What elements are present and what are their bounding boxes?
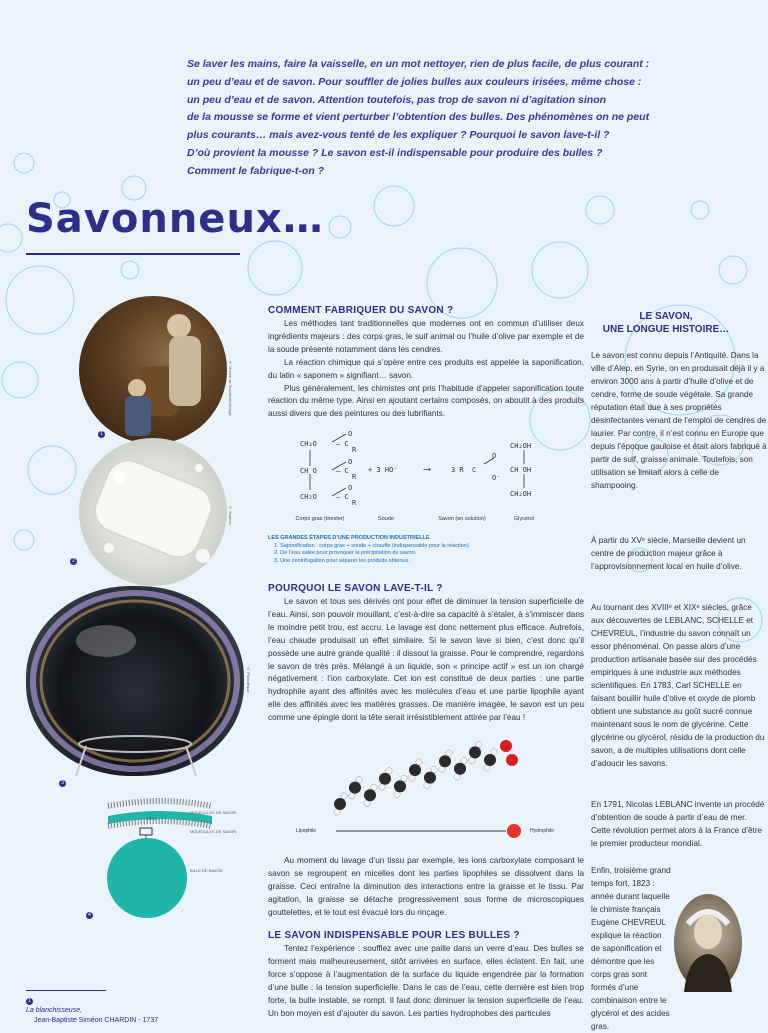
glycerol-row: CH OH — [510, 466, 532, 474]
intro-text — [187, 56, 687, 181]
history-heading-line: LE SAVON, — [639, 311, 693, 322]
intro-line: Se laver les mains, faire la vaisselle, en un mot nettoyer, rien de plus facile, de plus courant : — [187, 58, 650, 70]
paragraph: Au moment du lavage d’un tissu par exemple, les ions carboxylate composant le savon se regroupent en micelles dont les parties lipophiles se dissolvent dans la graisse. Ceci entraîne la diminution des interactions entre la graisse et le tissu. Par agitation, la graisse se détache progressivement sous forme de microscopiques gouttelettes, et le tout est évacué lors du rinçage. — [268, 856, 584, 917]
steps-title: LES GRANDES ÉTAPES D’UNE PRODUCTION INDUSTRIELLE — [268, 535, 430, 541]
carboxylate-molecule-diagram — [296, 738, 566, 848]
caption-title: La blanchisseuse, — [26, 1007, 83, 1014]
caption-number: 1 — [26, 998, 33, 1005]
micelle-label: MOLÉCULES DE SAVON — [190, 829, 237, 834]
grease-droplet-micelle — [107, 838, 187, 918]
reaction-arrow: ⟶ — [424, 464, 431, 475]
industrial-steps — [268, 535, 578, 565]
step-item: 1. Saponification : corps gras + soude + chauffe (indispensable pour la réaction). — [274, 542, 471, 549]
caption-rule — [26, 990, 106, 991]
figure-number: 4 — [86, 912, 93, 919]
history-heading — [591, 310, 741, 336]
soap-bubble-image — [26, 586, 244, 776]
step-item: 2. De l’eau salée pour provoquer la précipitation du savon. — [274, 550, 417, 557]
svg-text:— C: — C — [336, 467, 349, 475]
intro-line: un peu d’eau et de savon. Pour souffler de jolies bulles aux couleurs irisées, même chose : — [187, 75, 642, 88]
chem-row: CH₂O — [300, 493, 317, 501]
soda-term: + 3 HO⁻ — [368, 466, 398, 474]
svg-text:O: O — [348, 484, 353, 492]
history-para: En 1791, Nicolas LEBLANC invente un procédé d’obtention de soude à partir d’eau de mer. Cette révolution permet alors à la France d’être le premier producteur mondial. — [591, 800, 765, 848]
intro-line: plus courants… mais avez-vous tenté de les expliquer ? Pourquoi le savon lave-t-il ? — [187, 129, 610, 142]
paragraph: Tentez l’expérience : soufflez avec une paille dans un verre d’eau. Des bulles se forment mais malheureusement, sitôt arrivées en surface, elles éclatent. En fait, une force s’oppose à l’augmentation de la surface du liquide engendrée par la formation d’une bulle : la tension superficielle. Dans le cas de l’eau, cette dernière est bien trop forte, la bulle instable, se rompt. Il faut donc diminuer la tension superficielle de l’eau. Un bon moyen est d’ajouter du savon. Les parties hydrophobes des particules — [268, 944, 584, 1018]
section-heading-make-soap: COMMENT FABRIQUER DU SAVON ? — [268, 305, 454, 316]
svg-text:O: O — [348, 430, 353, 438]
saponification-equation — [296, 428, 566, 532]
page-title: Savonneux… — [26, 196, 324, 242]
chem-label: Glycérol — [513, 516, 535, 522]
photo-credit: © Sodeva — [228, 505, 233, 525]
figure-caption — [26, 996, 158, 1026]
intro-line: D’où provient la mousse ? Le savon est-il indispensable pour produire des bulles ? — [187, 146, 603, 159]
history-para: À partir du XVᵉ siècle, Marseille devient un centre de production majeur grâce à l’approvisionnement local en huile d’olive. — [591, 536, 746, 571]
svg-text:— C: — C — [336, 440, 349, 448]
paragraph: La réaction chimique qui s’opère entre ces produits est appelée la saponification, du latin « saponem » signifiant… savon. — [268, 357, 584, 380]
section-heading-bubbles: LE SAVON INDISPENSABLE POUR LES BULLES ? — [268, 930, 520, 941]
title-underline — [26, 253, 240, 255]
soap-term: 3 R — [451, 466, 464, 474]
chem-label: Savon (en solution) — [438, 516, 486, 522]
section-heading-why-clean: POURQUOI LE SAVON LAVE-T-IL ? — [268, 583, 443, 594]
caption-author: Jean-Baptiste Siméon CHARDIN - 1737 — [34, 1017, 159, 1024]
glycerol-row: CH₂OH — [510, 490, 532, 498]
section-body-bubbles — [268, 943, 584, 1020]
laundress-painting-image — [79, 296, 227, 444]
figure-number: 2 — [70, 558, 77, 565]
history-para: Au tournant des XVIIIᵉ et XIXᵉ siècles, grâce aux découvertes de LEBLANC, SCHELLE et CHEVREUL, l’industrie du savon connaît un essor phénoménal. On passe alors d’une production artisanale basée sur des procédés empiriques à une industrie aux méthodes scientifiques. En 1783, Carl SCHELLE en faisant bouillir huile d’olive et oxyde de plomb obtient une substance au goût sucré connue maintenant sous le nom de glycérine. Cette glycérine ou glycérol, résidu de la production du savon, a de multiples utilisations dont celle d’adoucir les savons. — [591, 603, 765, 768]
svg-text:O: O — [348, 458, 353, 466]
figure-number: 1 — [98, 431, 105, 438]
section-body-make-soap — [268, 318, 584, 421]
chem-label: Corps gras (triester) — [295, 516, 345, 522]
intro-line: un peu d’eau et de savon. Attention toutefois, pas trop de savon ni d’agitation sinon — [187, 93, 607, 106]
paragraph: Le savon et tous ses dérivés ont pour effet de diminuer la tension superficielle de l’eau. Ainsi, son pouvoir mouillant, c’est-à-dire sa capacité à s’étaler, à s’immiscer dans le moindre petit trou, est accru. Le lavage est donc nettement plus efficace. Autrefois, l’eau chaude produisait un effet similaire. Si le savon lave si bien, c’est donc qu’il possède une autre grande qualité : il dissout la graisse. Pour le comprendre, regardons le savon de très près. Mélangé à un liquide, son « principe actif » est un ion chargé négativement : l’ion carboxylate. Cet ion est constitué de deux parties : une partie hydrophile ayant des affinités avec les molécules d’eau et une partie lipophile ayant elle des affinités avec les matières grasses. De manière imagée, le savon est un peu comme une épingle dont la tête serait irrésistiblement attirée par l’eau ! — [268, 597, 584, 723]
svg-text:R: R — [352, 446, 357, 454]
svg-text:R: R — [352, 499, 357, 507]
paragraph: Les méthodes tant traditionnelles que modernes ont en commun d’utiliser deux ingrédients majeurs : des corps gras, le suif animal ou l’huile d’olive par exemple et de la soude présente notamment dans les cendres. — [268, 319, 584, 354]
chem-row: CH O — [300, 467, 317, 475]
history-para: Enfin, troisième grand temps fort, 1823 : année durant laquelle le chimiste français Eugène CHEVREUL explique la réaction de saponification et démontre que les corps gras sont formés d’une combinaison entre le glycérol et des acides gras. — [591, 866, 671, 1031]
step-item: 3. Une centrifugation pour séparer les produits obtenus. — [274, 557, 410, 564]
svg-text:— C: — C — [336, 493, 349, 501]
figure-number: 3 — [59, 780, 66, 787]
history-heading-line: UNE LONGUE HISTOIRE… — [602, 324, 730, 335]
photo-credit: © Musée de Stockholm/Image — [228, 360, 233, 416]
svg-text:C: C — [472, 466, 477, 474]
glycerol-row: CH₂OH — [510, 442, 532, 450]
chevreul-portrait — [674, 894, 742, 992]
svg-text:O⁻: O⁻ — [492, 474, 501, 482]
soap-bar-image — [79, 438, 227, 586]
photo-credit: © Phototèque — [246, 666, 251, 693]
section-body-why-clean — [268, 596, 584, 725]
intro-line: Comment le fabrique-t-on ? — [187, 164, 325, 177]
history-para: Le savon est connu depuis l’Antiquité. Dans la ville d’Alep, en Syrie, on en produisait déjà il y a environ 3000 ans à partir d’huile d’olive et de cendre, forme de soude végétale. Sa grande réputation était due à ses propriétés désinfectantes venant de l’emploi de cendres de laurier. Par contre, il n’est connu en Europe que depuis l’époque gauloise et était alors fabriqué à partir de suif, graisse animale. Toutefois, son utilisation se limitait alors à celle de shampooing. — [591, 351, 767, 490]
micelle-label: TISSU — [145, 816, 157, 821]
lipophile-label: Lipophile — [296, 828, 317, 834]
paragraph: Plus généralement, les chimistes ont pris l’habitude d’appeler saponification toute réaction du même type. Ainsi en ajoutant certains composés, on aboutit à des produits aussi divers que des peintures ou des lubrifiants. — [268, 383, 584, 419]
chem-row: CH₂O — [300, 440, 317, 448]
micelle-label: BILLE DE SAVON — [190, 868, 223, 873]
intro-line: de la mousse se forme et vient perturber l’obtention des bulles. Des phénomènes on ne peut — [187, 111, 650, 124]
svg-text:R: R — [352, 473, 357, 481]
micelle-label: MOLÉCULES DE SAVON — [190, 810, 237, 815]
chem-label: Soude — [378, 516, 394, 522]
svg-text:O: O — [492, 452, 497, 460]
section-body-micelles — [268, 855, 584, 920]
hydrophile-label: Hydrophile — [530, 828, 554, 834]
